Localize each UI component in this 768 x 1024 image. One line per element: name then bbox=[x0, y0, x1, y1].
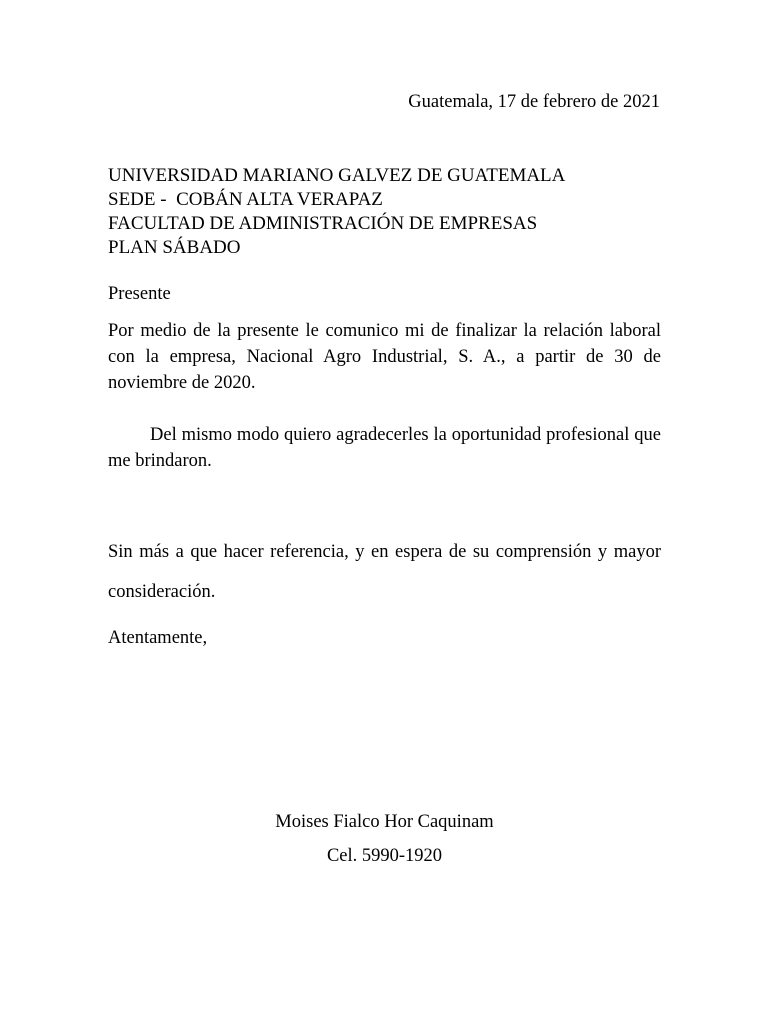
recipient-line-plan: PLAN SÁBADO bbox=[108, 237, 241, 258]
recipient-line-university: UNIVERSIDAD MARIANO GALVEZ DE GUATEMALA bbox=[108, 165, 566, 186]
body-paragraph-3: Sin más a que hacer referencia, y en espera de su comprensión y mayor consideración. bbox=[108, 542, 661, 602]
body-paragraph-1: Por medio de la presente le comunico mi de finalizar la relación laboral con la empresa, Nacional Agro Industrial, S. A., a partir de 30 de noviembre de 2020. bbox=[108, 321, 661, 393]
signer-phone: Cel. 5990-1920 bbox=[326, 846, 443, 866]
date-line: Guatemala, 17 de febrero de 2021 bbox=[408, 92, 660, 112]
salutation: Presente bbox=[108, 284, 171, 304]
recipient-line-faculty: FACULTAD DE ADMINISTRACIÓN DE EMPRESAS bbox=[108, 213, 538, 234]
body-paragraph-2: Del mismo modo quiero agradecerles la oportunidad profesional que me brindaron. bbox=[108, 425, 661, 471]
closing: Atentamente, bbox=[108, 628, 208, 648]
recipient-line-campus: SEDE - COBÁN ALTA VERAPAZ bbox=[108, 189, 383, 210]
recipient-address bbox=[108, 164, 565, 260]
signer-name: Moises Fialco Hor Caquinam bbox=[275, 812, 494, 832]
